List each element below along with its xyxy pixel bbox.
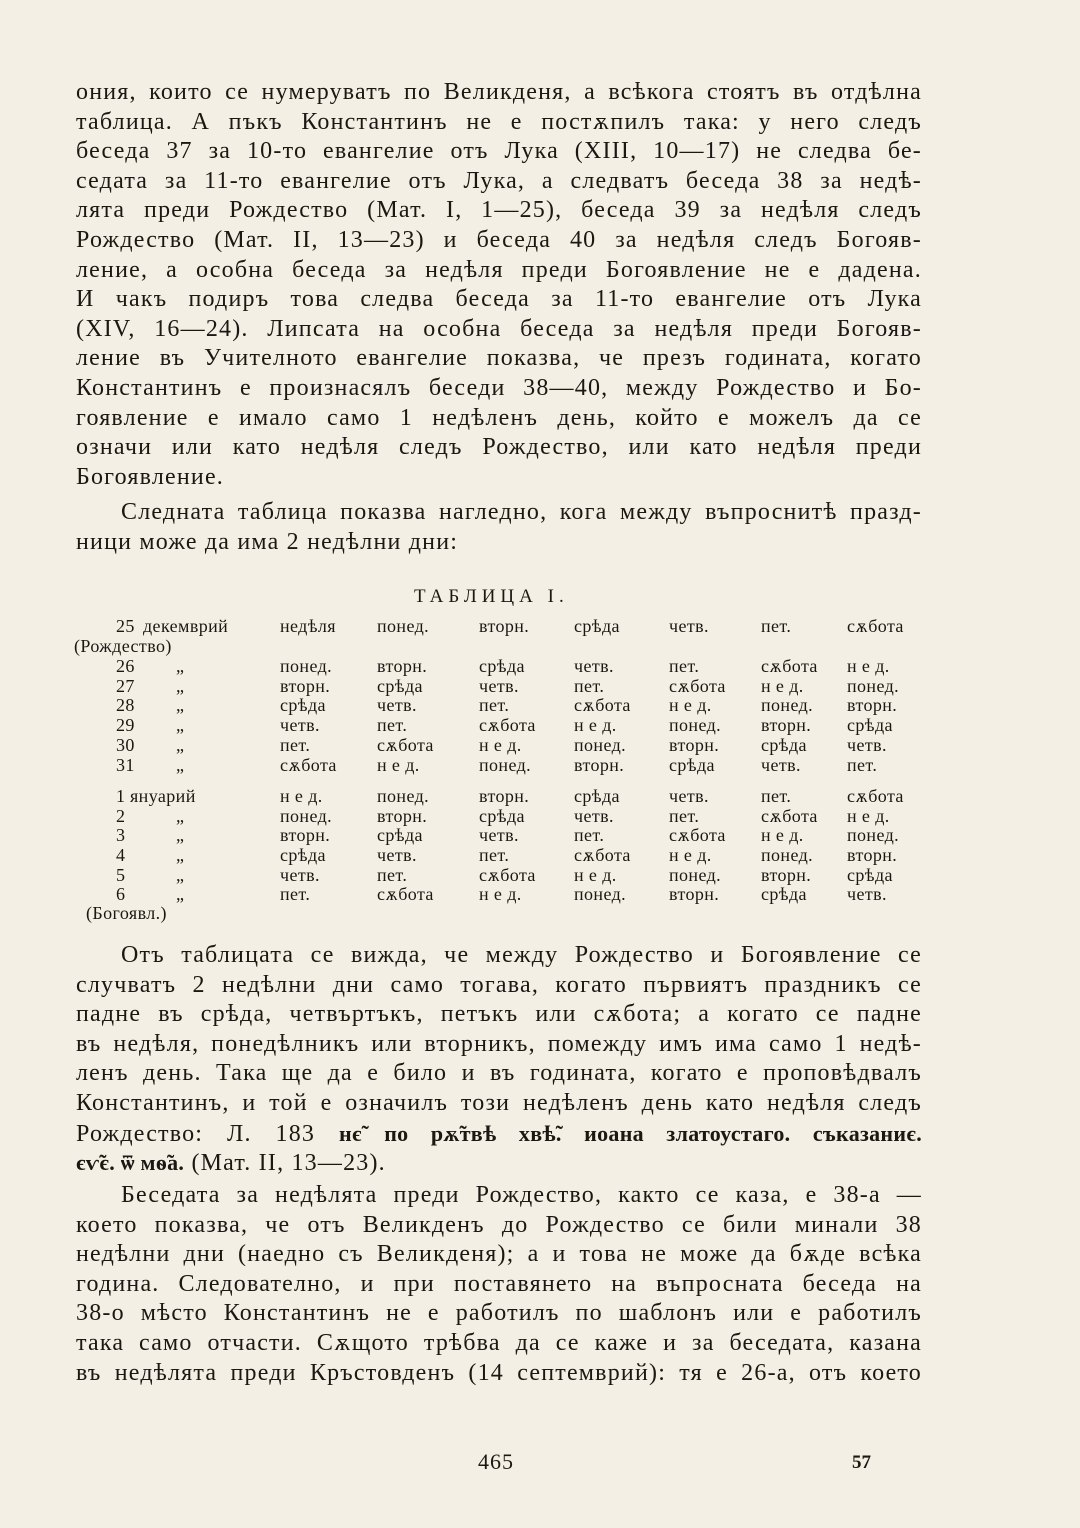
weekday-cell: срѣда [377, 825, 423, 845]
table-row [0, 865, 1080, 885]
text-line: случватъ 2 недѣлни дни само тогава, когато първиятъ праздникъ се [76, 971, 922, 998]
weekday-cell: срѣда [479, 656, 525, 676]
date-day: 6 [116, 884, 126, 904]
weekday-cell: сѫбота [377, 884, 434, 904]
weekday-cell: н е д. [479, 735, 522, 755]
christmas-note: (Рождество) [74, 636, 172, 656]
text-line: Отъ таблицата се вижда, че между Рождество и Богоявление се [121, 942, 922, 968]
date-day: 5 [116, 865, 126, 885]
weekday-cell: вторн. [847, 695, 898, 715]
weekday-cell: понед. [377, 616, 430, 636]
weekday-cell: н е д. [669, 695, 712, 715]
text-line: означи или като недѣля следъ Рождество, или като недѣля преди [76, 434, 922, 461]
weekday-cell: н е д. [761, 676, 804, 696]
weekday-cell: понед. [761, 695, 814, 715]
ditto-mark: „ [176, 695, 185, 715]
weekday-cell: четв. [574, 806, 614, 826]
weekday-cell: сѫбота [574, 845, 631, 865]
weekday-cell: н е д. [669, 845, 712, 865]
table-row [0, 695, 1080, 715]
ditto-mark: „ [176, 755, 185, 775]
weekday-cell: вторн. [479, 616, 530, 636]
text-line: Беседата за недѣлята преди Рождество, както се каза, е 38-а — [121, 1182, 922, 1208]
weekday-cell: сѫбота [847, 786, 904, 806]
text-line: Следната таблица показва нагледно, кога между въпроснитѣ празд- [121, 499, 922, 525]
weekday-cell: срѣда [847, 715, 893, 735]
paragraph-conclusion [76, 941, 922, 1178]
weekday-cell: сѫбота [479, 715, 536, 735]
ditto-mark: „ [176, 865, 185, 885]
paragraph-sermon-order [76, 1181, 922, 1388]
table-row [0, 884, 1080, 904]
text-line [76, 1119, 922, 1149]
weekday-cell: пет. [479, 845, 510, 865]
weekday-cell: четв. [377, 845, 417, 865]
weekday-cell: вторн. [377, 806, 428, 826]
text-line: (XIV, 16—24). Липсата на особна беседа за недѣля преди Богояв- [76, 315, 922, 342]
text-line: недѣлни дни (наедно съ Великденя); а и това не може да бѫде всѣка [76, 1241, 922, 1268]
weekday-cell: вторн. [280, 825, 331, 845]
weekday-cell: вторн. [847, 845, 898, 865]
citation-reference: (Мат. II, 13—23). [191, 1150, 386, 1177]
text-line: така само отчасти. Сѫщото трѣбва да се каже и за беседата, казана [76, 1329, 922, 1356]
weekday-cell: пет. [479, 695, 510, 715]
weekday-cell: н е д. [574, 865, 617, 885]
weekday-cell: срѣда [280, 845, 326, 865]
weekday-cell: сѫбота [669, 825, 726, 845]
weekday-cell: срѣда [669, 755, 715, 775]
text-line: И чакъ подиръ това следва беседа за 11-то евангелие отъ Лука [76, 286, 922, 313]
date-day: 27 [116, 676, 135, 696]
weekday-cell: н е д. [847, 656, 890, 676]
date-day: 4 [116, 845, 126, 865]
weekday-cell: понед. [669, 715, 722, 735]
weekday-cell: н е д. [377, 755, 420, 775]
ditto-mark: „ [176, 715, 185, 735]
ditto-mark: „ [176, 806, 185, 826]
date-day: 25 [116, 616, 135, 636]
text-line: ници може да има 2 недѣлни дни: [76, 528, 459, 555]
weekday-cell: пет. [761, 786, 792, 806]
ditto-mark: „ [176, 656, 185, 676]
weekday-cell: н е д. [479, 884, 522, 904]
table-row [0, 845, 1080, 865]
text-line: Богоявление. [76, 463, 224, 490]
table-row [0, 825, 1080, 845]
table-row [0, 755, 1080, 775]
weekday-cell: четв. [574, 656, 614, 676]
slavonic-quote: нє̃ по рѫ̃твѣ хвѣ̃. иоана златоустаго. съказаниє. [338, 1120, 922, 1146]
weekday-cell: пет. [574, 676, 605, 696]
date-day: 3 [116, 825, 126, 845]
text-line: лята преди Рождество (Мат. I, 1—25), беседа 39 за недѣля следъ [76, 197, 922, 224]
weekday-cell: срѣда [280, 695, 326, 715]
table-row [0, 735, 1080, 755]
weekday-cell: пет. [377, 715, 408, 735]
paragraph-continuation [76, 78, 922, 492]
weekday-cell: сѫбота [377, 735, 434, 755]
text-line: което показва, че отъ Великденъ до Рождество се били минали 38 [76, 1211, 922, 1238]
weekday-cell: понед. [761, 845, 814, 865]
weekday-cell: четв. [479, 676, 519, 696]
text-line: ония, които се нумеруватъ по Великденя, а всѣкога стоятъ въ отдѣлна [76, 79, 922, 105]
weekday-cell: срѣда [377, 676, 423, 696]
weekday-cell: сѫбота [280, 755, 337, 775]
date-day: 31 [116, 755, 135, 775]
text-line: 38-о мѣсто Константинъ не е работилъ по шаблонъ или е работилъ [76, 1300, 922, 1327]
weekday-cell: понед. [377, 786, 430, 806]
table-row [0, 715, 1080, 735]
weekday-cell: вторн. [761, 865, 812, 885]
weekday-cell: сѫбота [761, 656, 818, 676]
paragraph-table-intro [76, 498, 922, 557]
weekday-cell: четв. [847, 735, 887, 755]
weekday-cell: н е д. [280, 786, 323, 806]
weekday-cell: сѫбота [479, 865, 536, 885]
weekday-cell: пет. [280, 735, 311, 755]
weekday-cell: четв. [669, 786, 709, 806]
weekday-cell: н е д. [761, 825, 804, 845]
sheet-signature-mark: 57 [852, 1452, 871, 1473]
ditto-mark: „ [176, 676, 185, 696]
weekday-cell: пет. [280, 884, 311, 904]
text-line: таблица. А пъкъ Константинъ не е постѫпилъ така: у него следъ [76, 108, 922, 135]
weekday-cell: срѣда [847, 865, 893, 885]
weekday-cell: срѣда [761, 884, 807, 904]
table-row [0, 616, 1080, 636]
text-line: седата за 11-то евангелие отъ Лука, а следватъ беседа 38 за недѣ- [76, 167, 922, 194]
weekday-cell: вторн. [377, 656, 428, 676]
weekday-cell: понед. [847, 676, 900, 696]
weekday-cell: н е д. [847, 806, 890, 826]
date-day: 1 [116, 786, 126, 806]
weekday-cell: пет. [377, 865, 408, 885]
weekday-cell: вторн. [574, 755, 625, 775]
ditto-mark: „ [176, 845, 185, 865]
text-line: гоявление е имало само 1 недѣленъ день, който е можелъ да се [76, 404, 922, 431]
weekday-cell: пет. [847, 755, 878, 775]
table-row [0, 806, 1080, 826]
text-line: въ недѣлята преди Кръстовденъ (14 септемврий): тя е 26-а, отъ което [76, 1359, 922, 1386]
text-line: въ недѣля, понедѣлникъ или вторникъ, помежду имъ има само 1 недѣ- [76, 1030, 922, 1057]
table-row [0, 676, 1080, 696]
weekday-cell: понед. [280, 656, 333, 676]
weekday-cell: сѫбота [761, 806, 818, 826]
weekday-cell: четв. [280, 715, 320, 735]
weekday-cell: недѣля [280, 616, 336, 636]
weekday-cell: понед. [574, 735, 627, 755]
table-row [0, 786, 1080, 806]
weekday-cell: срѣда [574, 616, 620, 636]
date-day: 29 [116, 715, 135, 735]
weekday-cell: пет. [669, 806, 700, 826]
table-title: ТАБЛИЦА I. [414, 586, 569, 607]
weekday-cell: пет. [761, 616, 792, 636]
weekday-cell: вторн. [669, 884, 720, 904]
weekday-cell: вторн. [479, 786, 530, 806]
text-line: ленъ день. Така ще да е било и въ годината, когато е проповѣдвалъ [76, 1060, 922, 1087]
text-line: ление, а особна беседа за недѣля преди Богоявление не е дадена. [76, 256, 922, 283]
weekday-cell: понед. [669, 865, 722, 885]
weekday-cell: вторн. [669, 735, 720, 755]
weekday-cell: н е д. [574, 715, 617, 735]
weekday-cell: срѣда [574, 786, 620, 806]
ditto-mark: „ [176, 884, 185, 904]
text-line: падне въ срѣда, четвъртъкъ, петъкъ или сѫбота; а когато се падне [76, 1001, 922, 1028]
weekday-cell: пет. [574, 825, 605, 845]
weekday-cell: четв. [847, 884, 887, 904]
weekday-cell: сѫбота [574, 695, 631, 715]
weekday-cell: понед. [280, 806, 333, 826]
epiphany-note: (Богоявл.) [86, 903, 167, 923]
weekday-cell: понед. [847, 825, 900, 845]
slavonic-quote: єѵ̃є. ѿ мѳ̃а. [76, 1150, 185, 1176]
date-day: 30 [116, 735, 135, 755]
weekday-cell: четв. [761, 755, 801, 775]
ditto-mark: „ [176, 735, 185, 755]
text-line: беседа 37 за 10-то евангелие отъ Лука (XIII, 10—17) не следва бе- [76, 138, 922, 165]
date-month: декемврий [143, 616, 229, 636]
weekday-cell: четв. [669, 616, 709, 636]
text-line: Константинъ, и той е означилъ този недѣленъ день като недѣля следъ [76, 1089, 922, 1116]
weekday-cell: четв. [280, 865, 320, 885]
text-line: ление въ Учителното евангелие показва, че презъ годината, когато [76, 345, 922, 372]
weekday-cell: четв. [479, 825, 519, 845]
page-number: 465 [478, 1449, 514, 1474]
weekday-cell: вторн. [280, 676, 331, 696]
text-line: Константинъ е произнасялъ беседи 38—40, между Рождество и Бо- [76, 374, 922, 401]
weekday-cell: сѫбота [847, 616, 904, 636]
weekday-cell: понед. [574, 884, 627, 904]
weekday-cell: понед. [479, 755, 532, 775]
weekday-cell: срѣда [761, 735, 807, 755]
weekday-cell: срѣда [479, 806, 525, 826]
weekday-cell: четв. [377, 695, 417, 715]
text-line [76, 1148, 922, 1178]
date-day: 28 [116, 695, 135, 715]
date-month: януарий [130, 786, 196, 806]
weekday-cell: пет. [669, 656, 700, 676]
date-day: 26 [116, 656, 135, 676]
weekday-cell: сѫбота [669, 676, 726, 696]
weekday-cell: вторн. [761, 715, 812, 735]
text-line: година. Следователно, и при поставянето на въпросната беседа на [76, 1270, 922, 1297]
table-row [0, 656, 1080, 676]
date-day: 2 [116, 806, 126, 826]
citation-reference: Рождество: Л. 183 [76, 1120, 316, 1147]
text-line: Рождество (Мат. II, 13—23) и беседа 40 за недѣля следъ Богояв- [76, 226, 922, 253]
ditto-mark: „ [176, 825, 185, 845]
